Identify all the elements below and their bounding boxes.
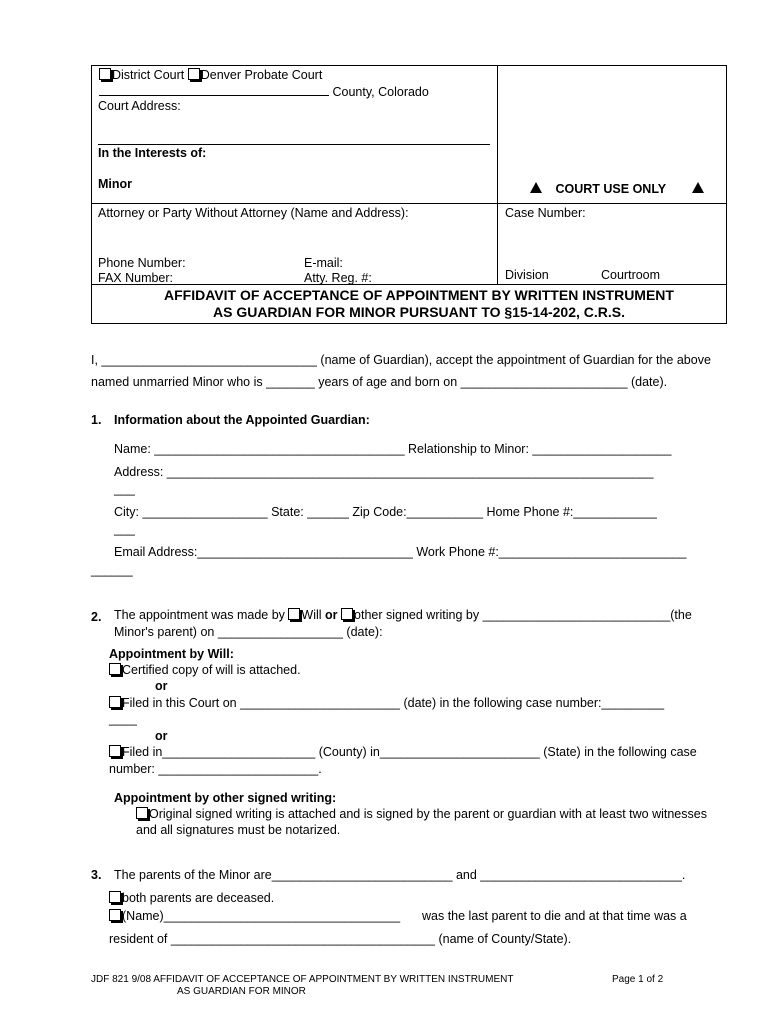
filed-in-row xyxy=(109,745,725,759)
guardian-email-cont: ______ xyxy=(91,563,133,577)
page-title-line2: AS GUARDIAN FOR MINOR PURSUANT TO §15-14-202, C.R.S. xyxy=(212,304,626,320)
denver-probate-checkbox[interactable] xyxy=(188,68,200,80)
will-label: Will xyxy=(301,608,322,622)
filed-in-checkbox[interactable] xyxy=(109,745,121,757)
deceased-label: both parents are deceased. xyxy=(122,891,275,905)
district-court-checkbox[interactable] xyxy=(99,68,111,80)
deceased-row xyxy=(109,891,274,905)
will-checkbox[interactable] xyxy=(288,608,300,620)
email-label: E-mail: xyxy=(304,256,343,270)
guardian-address-cont: ___ xyxy=(114,482,135,496)
court-use-only-row xyxy=(530,182,704,196)
certified-row xyxy=(109,663,301,677)
original-row xyxy=(136,807,707,821)
court-address-label: Court Address: xyxy=(98,99,181,113)
intro-line1: I, _______________________________ (name of Guardian), accept the appointment of Guardian for the above xyxy=(91,353,711,367)
caption-divider-vertical xyxy=(497,65,498,284)
or-separator-2: or xyxy=(155,729,168,743)
attorney-label: Attorney or Party Without Attorney (Name and Address): xyxy=(98,206,409,220)
up-arrow-icon xyxy=(692,182,704,193)
original-label: Original signed writing is attached and is signed by the parent or guardian with at least two witnesses xyxy=(149,807,707,821)
filed-court-row xyxy=(109,696,664,710)
certified-checkbox[interactable] xyxy=(109,663,121,675)
courtroom-label: Courtroom xyxy=(601,268,661,282)
last-parent-text: was the last parent to die and at that time was a xyxy=(422,909,687,923)
county-field[interactable] xyxy=(99,84,329,96)
caption-divider-2 xyxy=(91,284,726,285)
parents-line: The parents of the Minor are__________________________ and _____________________________. xyxy=(114,868,686,882)
filed-court-label: Filed in this Court on _______________________ (date) in the following case number:_________ xyxy=(122,696,665,710)
filed-in-number: number: _______________________. xyxy=(109,762,322,776)
up-arrow-icon xyxy=(530,182,542,193)
certified-label: Certified copy of will is attached. xyxy=(122,663,301,677)
footer-form-id: JDF 821 9/08 AFFIDAVIT OF ACCEPTANCE OF APPOINTMENT BY WRITTEN INSTRUMENT xyxy=(91,974,514,985)
or-label: or xyxy=(325,608,338,622)
denver-probate-label: Denver Probate Court xyxy=(200,68,323,82)
guardian-city-line: City: __________________ State: ______ Zip Code:___________ Home Phone #:____________ xyxy=(114,505,657,519)
section1-number: 1. xyxy=(91,413,102,427)
county-row xyxy=(99,84,429,99)
last-parent-name: (Name)__________________________________ xyxy=(122,909,401,923)
or-separator-1: or xyxy=(155,679,168,693)
division-label: Division xyxy=(505,268,549,282)
page-title-line1: AFFIDAVIT OF ACCEPTANCE OF APPOINTMENT BY WRITTEN INSTRUMENT xyxy=(164,287,674,303)
footer-page-number: Page 1 of 2 xyxy=(612,974,664,985)
last-parent-checkbox[interactable] xyxy=(109,909,121,921)
caption-interest-line xyxy=(98,144,490,145)
filed-court-checkbox[interactable] xyxy=(109,696,121,708)
deceased-checkbox[interactable] xyxy=(109,891,121,903)
resident-line: resident of ______________________________________ (name of County/State). xyxy=(109,932,572,946)
footer-form-id-2: AS GUARDIAN FOR MINOR xyxy=(177,986,306,997)
filed-court-cont: ____ xyxy=(109,712,137,726)
in-interests-label: In the Interests of: xyxy=(98,146,207,160)
guardian-address-line: Address: ______________________________________________________________________ xyxy=(114,465,654,479)
minor-label: Minor xyxy=(98,177,133,191)
guardian-city-cont: ___ xyxy=(114,522,135,536)
section3-number: 3. xyxy=(91,868,102,882)
court-use-only-label: COURT USE ONLY xyxy=(555,182,667,196)
court-type-row xyxy=(99,68,322,82)
phone-label: Phone Number: xyxy=(98,256,186,270)
original-checkbox[interactable] xyxy=(136,807,148,819)
guardian-name-line: Name: ____________________________________ Relationship to Minor: ____________________ xyxy=(114,442,672,456)
fax-label: FAX Number: xyxy=(98,271,174,285)
guardian-email-line: Email Address:_______________________________ Work Phone #:___________________________ xyxy=(114,545,687,559)
original-label-cont: and all signatures must be notarized. xyxy=(136,823,341,837)
by-other-heading: Appointment by other signed writing: xyxy=(114,791,337,805)
section2-line2: Minor's parent) on __________________ (date): xyxy=(114,625,383,639)
section1-heading: Information about the Appointed Guardian: xyxy=(114,413,370,427)
other-writing-label: other signed writing by ___________________________(the xyxy=(354,608,692,622)
appointment-made-by: The appointment was made by xyxy=(114,608,285,622)
intro-line2: named unmarried Minor who is _______ years of age and born on ________________________ (date). xyxy=(91,375,668,389)
by-will-heading: Appointment by Will: xyxy=(109,647,234,661)
case-number-label: Case Number: xyxy=(505,206,586,220)
section2-line1 xyxy=(114,608,725,622)
caption-divider-1 xyxy=(91,203,726,204)
county-suffix: County, Colorado xyxy=(332,85,429,99)
filed-in-label: Filed in______________________ (County) in_______________________ (State) in the following case xyxy=(122,745,697,759)
last-parent-row xyxy=(109,909,400,923)
section2-number: 2. xyxy=(91,610,102,624)
other-writing-checkbox[interactable] xyxy=(341,608,353,620)
district-court-label: District Court xyxy=(112,68,185,82)
atty-reg-label: Atty. Reg. #: xyxy=(304,271,372,285)
